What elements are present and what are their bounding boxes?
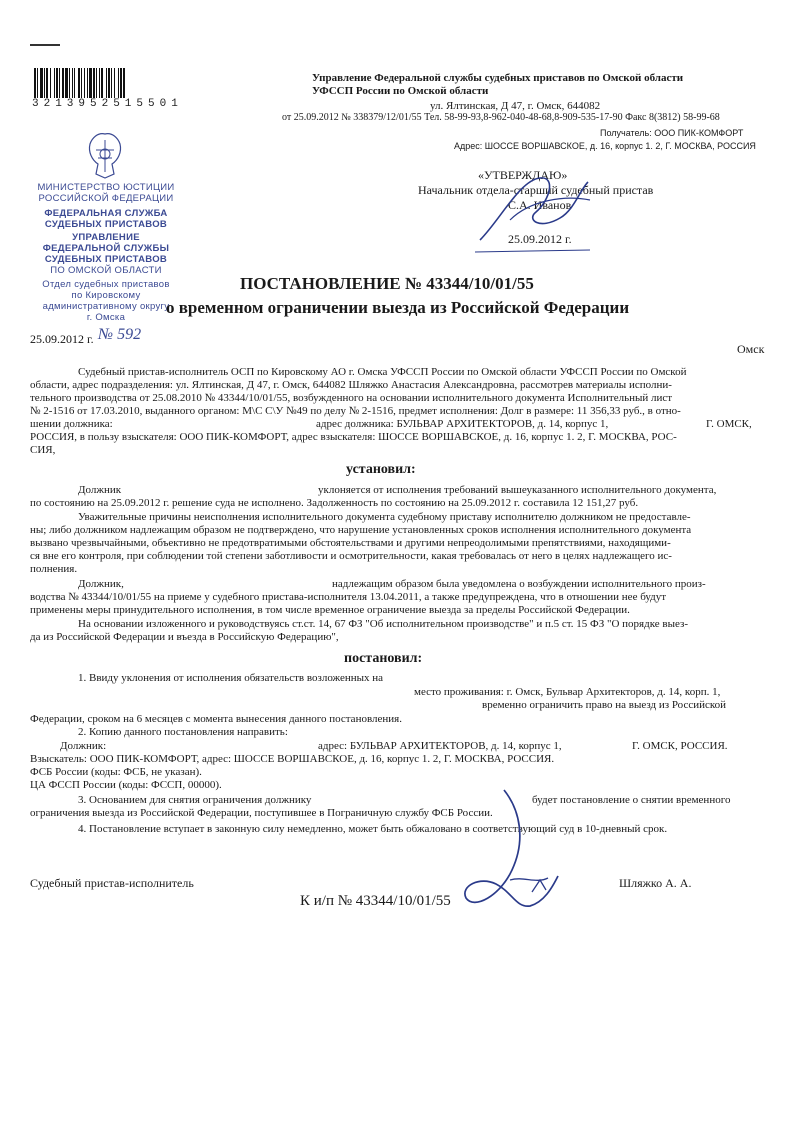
stamp-line-12: г. Омска — [86, 312, 126, 323]
established-line-11: На основании изложенного и руководствуясь ст.ст. 14, 67 ФЗ "Об исполнительном производстве" и п.5 ст. 15 ФЗ "О порядке выез- — [78, 618, 689, 630]
established-line-9: водства № 43344/10/01/55 на приеме у судебного пристава-исполнителя 13.04.2011, а также предупреждена, что в отношении нее будут — [30, 591, 667, 603]
established-line-6: ся вне его контроля, при соблюдении той степени заботливости и осмотрительности, какая требовалась от него в целях надлежащего ис- — [30, 550, 672, 562]
barcode-image — [34, 68, 210, 98]
barcode-bar — [101, 68, 103, 98]
barcode-bar — [84, 68, 85, 98]
intro-line-1: Судебный пристав-исполнитель ОСП по Кировскому АО г. Омска УФССП России по Омской области УФССП России по Омской — [78, 366, 687, 378]
signer-name: Шляжко А. А. — [619, 876, 692, 890]
barcode-bar — [62, 68, 64, 98]
established-line-1: уклоняется от исполнения требований вышеуказанного исполнительного документа, — [318, 484, 717, 496]
barcode-bar — [111, 68, 112, 98]
established-line-10: применены меры принудительного исполнения, в том числе временное ограничение выезда за пределы Российской Федерации. — [30, 604, 630, 616]
document-title: ПОСТАНОВЛЕНИЕ № 43344/10/01/55 — [240, 274, 534, 293]
stamp-line-5: УПРАВЛЕНИЕ — [72, 232, 140, 243]
barcode-bar — [56, 68, 58, 98]
barcode-bar — [120, 68, 122, 98]
stamp-line-10: по Кировскому — [71, 290, 141, 301]
approval-date: 25.09.2012 г. — [508, 232, 572, 246]
signer-title: Судебный пристав-исполнитель — [30, 876, 194, 890]
stamp-line-11: административному округу — [42, 301, 170, 312]
document-subtitle: о временном ограничении выезда из Российской Федерации — [166, 298, 630, 317]
stamp-line-7: СУДЕБНЫХ ПРИСТАВОВ — [44, 254, 168, 265]
barcode-bar — [78, 68, 80, 98]
barcode-bar — [106, 68, 107, 98]
intro-line-2: области, адрес подразделения: ул. Ялтинская, Д 47, г. Омск, 644082 Шляжко Анастасия Александровна, рассмотрев материалы исполни- — [30, 379, 672, 391]
barcode-bar — [96, 68, 97, 98]
document-city: Омск — [737, 342, 765, 356]
resolved-line-4: Федерации, сроком на 6 месяцев с момента вынесения данного постановления. — [30, 713, 402, 725]
heading-established: установил: — [346, 462, 416, 477]
resolved-residence: место проживания: г. Омск, Бульвар Архитекторов, д. 14, корп. 1, — [414, 686, 721, 698]
barcode-bar — [74, 68, 75, 98]
barcode-bar — [46, 68, 48, 98]
intro-line-5: шении должника: — [30, 418, 113, 430]
stamp-line-4: СУДЕБНЫХ ПРИСТАВОВ — [44, 219, 168, 230]
resolved-line-12: 3. Основанием для снятия ограничения должнику — [78, 794, 312, 806]
official-stamp — [30, 124, 180, 334]
resolved-claimant: Взыскатель: ООО ПИК-КОМФОРТ, адрес: ШОССЕ ВОРШАВСКОЕ, д. 16, корпус 1. 2, Г. МОСКВА, РОССИЯ. — [30, 753, 555, 765]
established-line-12: да из Российской Федерации и въезда в Российскую Федерацию", — [30, 631, 339, 643]
resolved-line-13: будет постановление о снятии временного — [532, 794, 731, 806]
barcode-bar — [99, 68, 100, 98]
barcode-bar — [40, 68, 43, 98]
established-line-3: Уважительные причины неисполнения исполнительного документа судебному приставу исполнителю должником не предоставле- — [78, 511, 691, 523]
stamp-line-9: Отдел судебных приставов — [42, 279, 170, 290]
barcode-bar — [54, 68, 55, 98]
intro-line-4: № 2-1516 от 17.03.2010, выданного органом: М\С С\У №49 по делу № 2-1516, предмет исполнения: Долг в размере: 11 356,33 руб., в отно- — [30, 405, 681, 417]
established-line-5: вызвано чрезвычайными, объективно не предотвратимыми обстоятельствами и другими непреодолимыми препятствиями, находящими- — [30, 537, 671, 549]
stamp-line-6: ФЕДЕРАЛЬНОЙ СЛУЖБЫ — [42, 243, 170, 254]
barcode-bar — [93, 68, 95, 98]
stamp-line-8: ПО ОМСКОЙ ОБЛАСТИ — [50, 265, 162, 276]
established-debtor-2: Должник, — [78, 578, 124, 590]
intro-line-7: РОССИЯ, в пользу взыскателя: ООО ПИК-КОМФОРТ, адрес взыскателя: ШОССЕ ВОРШАВСКОЕ, д. 16, корпус 1. 2, Г. МОСКВА, РОС- — [30, 431, 677, 443]
org-name: Управление Федеральной службы судебных приставов по Омской области — [312, 72, 684, 84]
resolved-debtor-address: адрес: БУЛЬВАР АРХИТЕКТОРОВ, д. 14, корпус 1, — [318, 740, 562, 752]
resolved-debtor-city: Г. ОМСК, РОССИЯ. — [632, 740, 728, 752]
barcode-number: 3213952515501 — [32, 98, 183, 110]
barcode-bar — [87, 68, 88, 98]
stamp-date: 25.09.2012 г. — [30, 332, 94, 346]
barcode-bar — [34, 68, 36, 98]
barcode-bar — [50, 68, 51, 98]
barcode-bar — [89, 68, 92, 98]
barcode-bar — [37, 68, 38, 98]
intro-debtor-city: Г. ОМСК, — [706, 418, 752, 430]
heading-resolved: постановил: — [344, 651, 423, 666]
approval-signature — [470, 160, 600, 260]
approval-position: Начальник отдела-старший судебный пристав — [418, 183, 654, 197]
barcode-bar — [65, 68, 68, 98]
coat-of-arms-emblem — [82, 130, 128, 182]
resolved-line-15: 4. Постановление вступает в законную силу немедленно, может быть обжаловано в соответствующий суд в 10-дневный срок. — [78, 823, 668, 835]
barcode-bar — [108, 68, 110, 98]
resolved-restriction: временно ограничить право на выезд из Российской — [482, 699, 727, 711]
stamp-line-1: МИНИСТЕРСТВО ЮСТИЦИИ — [37, 182, 175, 193]
barcode-bar — [59, 68, 60, 98]
bailiff-signature — [440, 780, 580, 930]
intro-line-3: тельного производства от 25.08.2010 № 43344/10/01/55, возбужденного на основании исполнительного документа Исполнительный лист — [30, 392, 673, 404]
org-address: ул. Ялтинская, Д 47, г. Омск, 644082 — [430, 100, 601, 112]
resolved-fsb: ФСБ России (коды: ФСБ, не указан). — [30, 766, 202, 778]
barcode-bar — [44, 68, 45, 98]
stamp-line-3: ФЕДЕРАЛЬНАЯ СЛУЖБА — [44, 208, 168, 219]
org-short-name: УФССП России по Омской области — [312, 85, 489, 97]
recipient: Получатель: ООО ПИК-КОМФОРТ — [600, 128, 744, 138]
resolved-debtor: Должник: — [60, 740, 107, 752]
barcode-bar — [72, 68, 73, 98]
barcode-bar — [81, 68, 82, 98]
barcode-bar — [123, 68, 125, 98]
established-line-8: надлежащим образом была уведомлена о возбуждении исполнительного произ- — [332, 578, 706, 590]
established-line-7: полнения. — [30, 563, 78, 575]
stamp-line-2: РОССИЙСКОЙ ФЕДЕРАЦИИ — [38, 193, 174, 204]
recipient-address: Адрес: ШОССЕ ВОРШАВСКОЕ, д. 16, корпус 1. 2, Г. МОСКВА, РОССИЯ — [454, 141, 756, 151]
resolved-line-14: ограничения выезда из Российской Федерации, поступившее в Пограничную службу ФСБ России. — [30, 807, 493, 819]
established-line-4: ны; либо должником надлежащим образом не подтверждено, что нарушение установленных сроков исполнения исполнительного документа — [30, 524, 692, 536]
barcode-bar — [118, 68, 119, 98]
corner-mark — [30, 44, 60, 46]
approval-name: С.А. Иванов — [508, 198, 572, 212]
established-debtor: Должник — [78, 484, 122, 496]
intro-debtor-address: адрес должника: БУЛЬВАР АРХИТЕКТОРОВ, д. 14, корпус 1, — [316, 418, 609, 430]
case-number: К и/п № 43344/10/01/55 — [300, 893, 451, 909]
ref-line: от 25.09.2012 № 338379/12/01/55 Тел. 58-99-93,8-962-040-48-68,8-909-535-17-90 Факс 8(3812) 58-99-68 — [282, 112, 720, 123]
stamp-number: № 592 — [98, 326, 142, 343]
approval-title: «УТВЕРЖДАЮ» — [478, 168, 568, 182]
established-line-2: по состоянию на 25.09.2012 г. решение суда не исполнено. Задолженность по состоянию на 25.09.2012 г. составила 12 151,27 руб. — [30, 497, 639, 509]
resolved-line-5: 2. Копию данного постановления направить: — [78, 726, 288, 738]
barcode-bar — [114, 68, 115, 98]
resolved-fssp: ЦА ФССП России (коды: ФССП, 00000). — [30, 779, 222, 791]
barcode-bar — [69, 68, 70, 98]
intro-line-8: СИЯ, — [30, 444, 56, 456]
resolved-line-1: 1. Ввиду уклонения от исполнения обязательств возложенных на — [78, 672, 384, 684]
